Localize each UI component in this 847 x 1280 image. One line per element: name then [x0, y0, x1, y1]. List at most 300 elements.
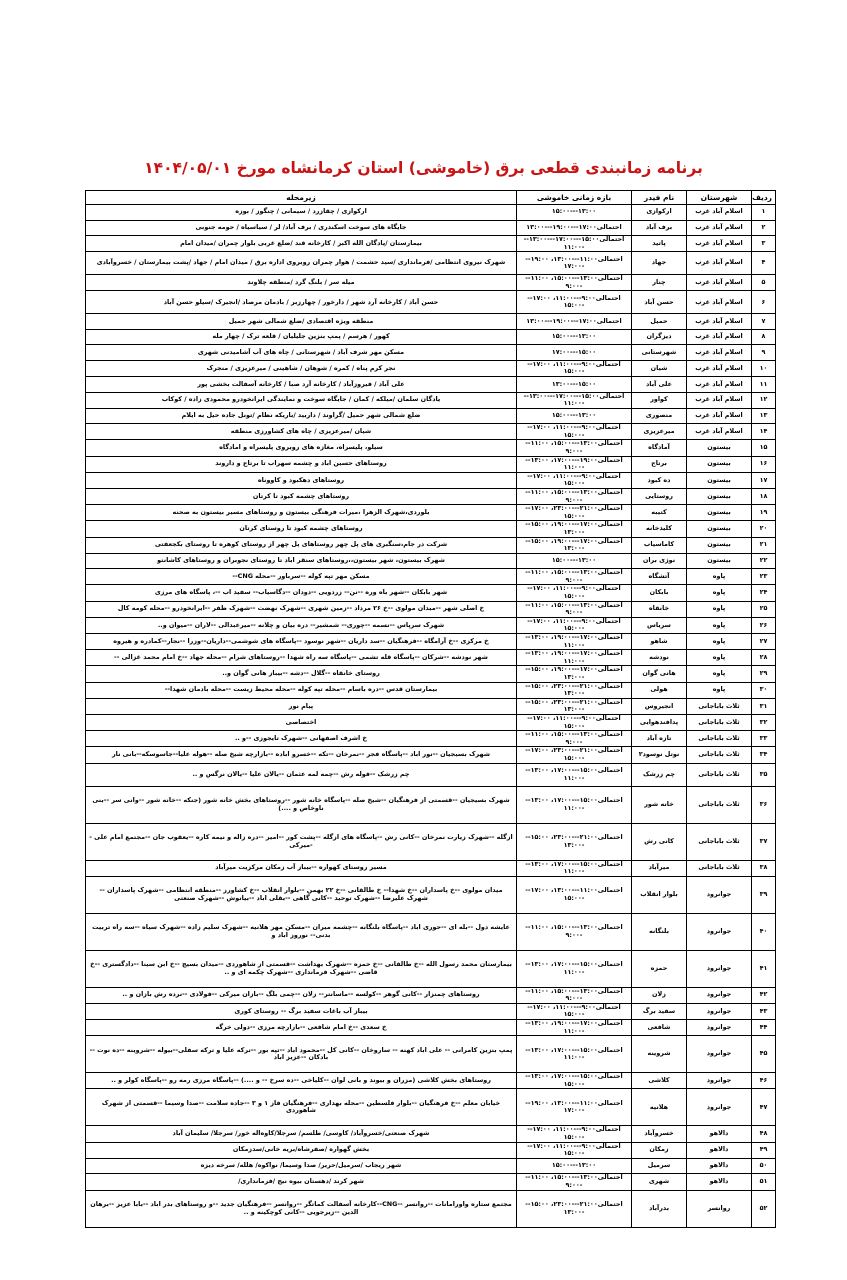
row-number-cell: ۴۴: [752, 1020, 776, 1036]
area-cell: عایشه دول --بله ای --حوری اباد --پاسگاه بلنگانه --چشمه میران --مسکن مهر هلانیه --شهرک سلیم زاده --شهرک سیاه --سه راه تربیت بدنی-- نوروز اباد و: [86, 913, 517, 950]
city-cell: پاوه: [687, 650, 752, 666]
feeder-cell: چم زرشک: [632, 763, 687, 786]
feeder-cell: میرآباد: [632, 860, 687, 876]
city-cell: اسلام آباد غرب: [687, 236, 752, 252]
time-window-cell: احتمالی۲۱:۰۰---۲۳:۰۰، ۱۷:۰۰---۱۵:۰۰: [517, 505, 632, 521]
city-cell: پاوه: [687, 585, 752, 601]
feeder-cell: منصوری: [632, 408, 687, 424]
feeder-cell: کانی رش: [632, 823, 687, 860]
row-number-cell: ۱: [752, 205, 776, 221]
feeder-cell: میرعزیزی: [632, 424, 687, 440]
area-cell: شهرک بسیجیان --قسمتی از فرهنگیان --شیخ صله --پاسگاه خانه شور --روستاهای بخش خانه شور (جنکه --خانه شور --وانی سر --بنی ناوخاص و ....): [86, 786, 517, 823]
feeder-cell: نودشه: [632, 650, 687, 666]
city-cell: پاوه: [687, 682, 752, 698]
area-cell: بیباز آب باغات سفید برگ -- روستای کوری: [86, 1003, 517, 1019]
table-row: [86, 360, 776, 376]
feeder-cell: هولی: [632, 682, 687, 698]
city-cell: روانسر: [687, 1190, 752, 1227]
header-area: زیرمحله: [86, 191, 517, 205]
city-cell: دالاهو: [687, 1126, 752, 1142]
area-cell: بلوردی،شهرک الزهرا ،میرات فرهنگی بیستون و روستاهای مسیر بیستون به صحنه: [86, 505, 517, 521]
feeder-cell: کتیبه: [632, 505, 687, 521]
table-row: [86, 950, 776, 987]
row-number-cell: ۲۵: [752, 601, 776, 617]
feeder-cell: سفید برگ: [632, 1003, 687, 1019]
table-row: [86, 682, 776, 698]
row-number-cell: ۳۴: [752, 747, 776, 763]
area-cell: شهرک نیروی انتظامی /فرمانداری /سید حشمت / هوار چمران روبروی اداره برق / میدان امام / جهاد /پشت بیمارستان / خسروآبادی: [86, 252, 517, 275]
area-cell: روستاهای چشمه کبود تا کرتان: [86, 489, 517, 505]
table-row: [86, 1073, 776, 1089]
time-window-cell: احتمالی۹:۰۰---۱۱:۰۰، ۱۷:۰۰---۱۵:۰۰: [517, 472, 632, 488]
area-cell: کهور / هرسم / پمپ بنزین جلیلیان / قلعه ترک / چهار مله: [86, 329, 517, 345]
row-number-cell: ۲۰: [752, 521, 776, 537]
area-cell: شهر نودشه --شرکان --پاسگاه قله تشمی --پاسگاه سه راه شهدا --روستاهای شرام --محله جهاد --خ امام محمد غزالی --: [86, 650, 517, 666]
time-window-cell: ۱۷:۰۰---۱۵:۰۰: [517, 345, 632, 361]
table-row: [86, 275, 776, 291]
feeder-cell: کواور: [632, 392, 687, 408]
table-row: [86, 345, 776, 361]
area-cell: سیلو، پلیسراه، مغازه های روبروی پلیسراه و امادگاه: [86, 440, 517, 456]
time-window-cell: احتمالی۱۳:۰۰---۱۵:۰۰، ۱۱:۰۰---۹:۰۰: [517, 1174, 632, 1190]
feeder-cell: بدرآباد: [632, 1190, 687, 1227]
table-row: [86, 392, 776, 408]
city-cell: جوانرود: [687, 987, 752, 1003]
row-number-cell: ۱۹: [752, 505, 776, 521]
row-number-cell: ۳۵: [752, 763, 776, 786]
table-row: [86, 377, 776, 393]
time-window-cell: ۱۵:۰۰---۱۳:۰۰: [517, 408, 632, 424]
table-row: [86, 472, 776, 488]
row-number-cell: ۱۷: [752, 472, 776, 488]
area-cell: مجتمع ستاره واورامانات --روانسر --CNG--کارخانه آسفالت کماتگر --روانسر --فرهنگیان جدید --و روستاهای بدر اباد --بابا عزیز --برهان الدین --زیرجویی --کانی کوچکینه و ..: [86, 1190, 517, 1227]
area-cell: خ مرکزی --خ آرامگاه --فرهنگیان --سد داریان --شهر نوسود --پاسگاه های شوشمی--داریان--وزرا --نجار--کمادره و هیروه: [86, 634, 517, 650]
time-window-cell: احتمالی۹:۰۰---۱۱:۰۰، ۱۷:۰۰---۱۵:۰۰: [517, 360, 632, 376]
header-row-number: ردیف: [752, 191, 776, 205]
row-number-cell: ۳۹: [752, 876, 776, 913]
row-number-cell: ۲۱: [752, 537, 776, 553]
document-title: برنامه زمانبندی قطعی برق (خاموشی) استان کرمانشاه مورخ ۱۴۰۴/۰۵/۰۱: [144, 159, 703, 177]
time-window-cell: احتمالی۹:۰۰---۱۱:۰۰، ۱۷:۰۰---۱۵:۰۰: [517, 617, 632, 633]
city-cell: اسلام آباد غرب: [687, 329, 752, 345]
row-number-cell: ۲۴: [752, 585, 776, 601]
row-number-cell: ۱۴: [752, 424, 776, 440]
area-cell: شرکت در جام،سنگبری های پل چهر روستاهای پل چهر از روستای کوهره تا روستای بکجعفتی: [86, 537, 517, 553]
city-cell: اسلام آباد غرب: [687, 275, 752, 291]
area-cell: ازگله --شهرک زیارت نمرخان --کانی رش --پاسگاه های ازگله --پشت کور --امیر --دره زاله و نیمه کاره --یعقوب جان --مجتمع امام علی --میرکی: [86, 823, 517, 860]
table-row: [86, 698, 776, 714]
time-window-cell: احتمالی۱۷:۰۰---۱۹:۰۰، ۱۳:۰۰---۱۱:۰۰: [517, 1020, 632, 1036]
city-cell: اسلام آباد غرب: [687, 377, 752, 393]
time-window-cell: احتمالی۱۳:۰۰---۱۵:۰۰، ۱۱:۰۰---۹:۰۰: [517, 440, 632, 456]
area-cell: شهر بابکان --شهر باه وره --نن-- زردویی --دودان --دگاسیاب-- سفید اب --، پاسگاه های مرزی: [86, 585, 517, 601]
feeder-cell: آتشگاه: [632, 569, 687, 585]
city-cell: ثلاث باباجانی: [687, 714, 752, 730]
area-cell: مسکن مهر شرف آباد / شهرستانی / چاه های آب آشامیدنی شهری: [86, 345, 517, 361]
row-number-cell: ۳۲: [752, 714, 776, 730]
area-cell: ضلع شمالی شهر حمیل /گراوند / داربید /باریکه نظام /تونل جاده حیل به ایلام: [86, 408, 517, 424]
row-number-cell: ۴۷: [752, 1089, 776, 1126]
feeder-cell: برتاج: [632, 456, 687, 472]
area-cell: روستاهای دهکبود و کاووناه: [86, 472, 517, 488]
time-window-cell: احتمالی۱۳:۰۰---۱۵:۰۰، ۱۱:۰۰---۹:۰۰: [517, 275, 632, 291]
table-row: [86, 1174, 776, 1190]
table-row: [86, 987, 776, 1003]
table-row: [86, 489, 776, 505]
table-row: [86, 424, 776, 440]
row-number-cell: ۲۸: [752, 650, 776, 666]
area-cell: خ اصلی شهر --میدان مولوی --خ ۲۶ مرداد --زمین شهری --شهرک نهضت --شهرک ظفر --ایرانخودرو --محله کومه کال: [86, 601, 517, 617]
time-window-cell: احتمالی۲۱:۰۰---۲۳:۰۰، ۱۵:۰۰---۱۳:۰۰: [517, 698, 632, 714]
row-number-cell: ۴۵: [752, 1036, 776, 1073]
time-window-cell: احتمالی۱۷:۰۰---۱۹:۰۰---۱۳:۰۰: [517, 220, 632, 236]
time-window-cell: احتمالی۱۵:۰۰---۱۷:۰۰، ۱۳:۰۰---۱۱:۰۰: [517, 950, 632, 987]
table-row: [86, 1190, 776, 1227]
table-row: [86, 521, 776, 537]
feeder-cell: انجیروس: [632, 698, 687, 714]
area-cell: خ اشرف اصفهانی --شهرک تایجوزی --و ..: [86, 731, 517, 747]
row-number-cell: ۴: [752, 252, 776, 275]
time-window-cell: احتمالی۱۳:۰۰---۱۵:۰۰، ۱۱:۰۰---۹:۰۰: [517, 489, 632, 505]
city-cell: اسلام آباد غرب: [687, 360, 752, 376]
time-window-cell: احتمالی۱۷:۰۰---۱۹:۰۰، ۱۵:۰۰---۱۳:۰۰: [517, 537, 632, 553]
feeder-cell: تازه آباد: [632, 731, 687, 747]
time-window-cell: احتمالی۲۱:۰۰---۲۳:۰۰، ۱۵:۰۰---۱۳:۰۰: [517, 682, 632, 698]
city-cell: ثلاث باباجانی: [687, 747, 752, 763]
table-row: [86, 252, 776, 275]
area-cell: منطقه ویژه اقتصادی /ضلع شمالی شهر حمیل: [86, 314, 517, 330]
feeder-cell: کلیدخانه: [632, 521, 687, 537]
header-time-window: بازه زمانی خاموشی: [517, 191, 632, 205]
city-cell: پاوه: [687, 601, 752, 617]
area-cell: شهرک صنعتی/خسروآباد/ کاوسی/ طلسم/ سرجلا/کاوه‌اله خور/ سرجلا/ سلیمان آباد: [86, 1126, 517, 1142]
city-cell: بیستون: [687, 537, 752, 553]
feeder-cell: خسروآباد: [632, 1126, 687, 1142]
row-number-cell: ۴۹: [752, 1142, 776, 1158]
row-number-cell: ۷: [752, 314, 776, 330]
area-cell: جایگاه های سوخت اسکندری / برف آباد/ لر / سیاسیاه / حومه جنوبی: [86, 220, 517, 236]
row-number-cell: ۵: [752, 275, 776, 291]
city-cell: جوانرود: [687, 1036, 752, 1073]
table-row: [86, 1126, 776, 1142]
time-window-cell: احتمالی۱۳:۰۰---۱۵:۰۰، ۱۱:۰۰---۹:۰۰: [517, 601, 632, 617]
area-cell: بیمارستان /پادگان الله اکبر / کارخانه قند /ضلع غربی بلوار چمران /میدان امام: [86, 236, 517, 252]
row-number-cell: ۱۱: [752, 377, 776, 393]
feeder-cell: زلان: [632, 987, 687, 1003]
time-window-cell: احتمالی۱۷:۰۰---۱۹:۰۰، ۱۵:۰۰---۱۳:۰۰: [517, 521, 632, 537]
city-cell: اسلام آباد غرب: [687, 424, 752, 440]
feeder-cell: هلانیه: [632, 1089, 687, 1126]
feeder-cell: بلوار انقلاب: [632, 876, 687, 913]
area-cell: ارکوازی / چقازرد / سیمانی / چنگوز / بوزه: [86, 205, 517, 221]
area-cell: پمپ بنزین کامرانی -- علی اباد کهنه -- ساروخان --کانی کل --محمود اباد --تپه بور --ترکه علیا و ترکه سفلی--بیوله --شروینه --ده نوت --بادکان --عزیز اباد: [86, 1036, 517, 1073]
table-body: [86, 205, 776, 1228]
feeder-cell: کاماسیاب: [632, 537, 687, 553]
city-cell: بیستون: [687, 521, 752, 537]
feeder-cell: برف آباد: [632, 220, 687, 236]
time-window-cell: احتمالی۱۳:۰۰---۱۵:۰۰، ۱۱:۰۰---۹:۰۰: [517, 987, 632, 1003]
city-cell: دالاهو: [687, 1174, 752, 1190]
feeder-cell: حمزه: [632, 950, 687, 987]
table-row: [86, 1036, 776, 1073]
city-cell: اسلام آباد غرب: [687, 291, 752, 314]
time-window-cell: احتمالی۹:۰۰---۱۱:۰۰، ۱۷:۰۰---۱۵:۰۰: [517, 714, 632, 730]
area-cell: شیان /میرعزیزی / چاه های کشاورزی منطقه: [86, 424, 517, 440]
row-number-cell: ۱۰: [752, 360, 776, 376]
feeder-cell: چنار: [632, 275, 687, 291]
row-number-cell: ۴۳: [752, 1003, 776, 1019]
header-city: شهرستان: [687, 191, 752, 205]
time-window-cell: احتمالی۲۱:۰۰---۲۳:۰۰، ۱۷:۰۰---۱۵:۰۰: [517, 747, 632, 763]
time-window-cell: احتمالی۱۵:۰۰---۱۷:۰۰، ۱۳:۰۰---۱۱:۰۰: [517, 860, 632, 876]
row-number-cell: ۳۱: [752, 698, 776, 714]
table-row: [86, 537, 776, 553]
area-cell: خ سعدی --خ امام شافعی --بازارچه مرزی --دولی خرگه: [86, 1020, 517, 1036]
row-number-cell: ۳۸: [752, 860, 776, 876]
row-number-cell: ۲۶: [752, 617, 776, 633]
time-window-cell: احتمالی۱۱:۰۰---۱۳:۰۰، ۱۹:۰۰---۱۷:۰۰: [517, 1089, 632, 1126]
row-number-cell: ۵۲: [752, 1190, 776, 1227]
table-row: [86, 440, 776, 456]
row-number-cell: ۲۷: [752, 634, 776, 650]
time-window-cell: ۱۵:۰۰---۱۳:۰۰: [517, 329, 632, 345]
city-cell: بیستون: [687, 456, 752, 472]
row-number-cell: ۴۲: [752, 987, 776, 1003]
table-row: [86, 617, 776, 633]
city-cell: ثلاث باباجانی: [687, 731, 752, 747]
table-row: [86, 666, 776, 682]
table-row: [86, 569, 776, 585]
row-number-cell: ۶: [752, 291, 776, 314]
city-cell: جوانرود: [687, 913, 752, 950]
table-row: [86, 1020, 776, 1036]
area-cell: مسیر روستای کهواره --بیباز آب زمکان مرکزیت میرآباد: [86, 860, 517, 876]
city-cell: جوانرود: [687, 1073, 752, 1089]
area-cell: روستای خانقاه --گلال --دشه --بیباز هانی گوان و..: [86, 666, 517, 682]
table-row: [86, 314, 776, 330]
time-window-cell: احتمالی۲۱:۰۰---۲۳:۰۰، ۱۵:۰۰---۱۳:۰۰: [517, 823, 632, 860]
city-cell: جوانرود: [687, 876, 752, 913]
time-window-cell: احتمالی۲۱:۰۰---۲۳:۰۰، ۱۵:۰۰---۱۳:۰۰: [517, 1190, 632, 1227]
time-window-cell: احتمالی۱۵:۰۰---۱۷:۰۰---۱۳:۰۰---۱۱:۰۰: [517, 392, 632, 408]
city-cell: بیستون: [687, 440, 752, 456]
time-window-cell: احتمالی۱۵:۰۰---۱۷:۰۰، ۱۳:۰۰---۱۵:۰۰: [517, 1073, 632, 1089]
area-cell: بخش گهواره /صفرشاه/بریه خانی/سدزمکان: [86, 1142, 517, 1158]
feeder-cell: نوژی بران: [632, 553, 687, 569]
table-row: [86, 456, 776, 472]
time-window-cell: ۱۵:۰۰---۱۳:۰۰: [517, 205, 632, 221]
city-cell: اسلام آباد غرب: [687, 220, 752, 236]
feeder-cell: ارکوازی: [632, 205, 687, 221]
feeder-cell: بابکان: [632, 585, 687, 601]
time-window-cell: ۱۳:۰۰---۱۵:۰۰: [517, 377, 632, 393]
feeder-cell: زمکان: [632, 1142, 687, 1158]
area-cell: مسکن مهر تپه کوله --سرباور --محله CNG--: [86, 569, 517, 585]
area-cell: بیمارستان قدس --دره باسام --محله تپه کوله --محله محیط زیست --محله بادمان شهدا--: [86, 682, 517, 698]
time-window-cell: احتمالی۱۵:۰۰---۱۷:۰۰، ۱۳:۰۰---۱۱:۰۰: [517, 786, 632, 823]
city-cell: جوانرود: [687, 1089, 752, 1126]
area-cell: یادگان سلمان /میلکه / کمان / جایگاه سوخت و نمایندگی ایرانخودرو محمودی زاده / کوکاب: [86, 392, 517, 408]
table-row: [86, 205, 776, 221]
area-cell: نجر کرم پناه / کمره / شوهان / شاهینی / میرعزیزی / منجرک: [86, 360, 517, 376]
time-window-cell: احتمالی۱۵:۰۰---۱۷:۰۰، ۱۳:۰۰---۱۱:۰۰: [517, 763, 632, 786]
table-row: [86, 1003, 776, 1019]
city-cell: اسلام آباد غرب: [687, 345, 752, 361]
area-cell: میله سر / بلنگ گرد /منطقه چلاوند: [86, 275, 517, 291]
area-cell: چم زرشک --فوله رش --چمه لمه عثمان --یالان علیا --یالان نرگس و ..: [86, 763, 517, 786]
table-row: [86, 763, 776, 786]
feeder-cell: بلنگانه: [632, 913, 687, 950]
area-cell: شهرک بسیجیان --نور اباد --پاسگاه فجر --نمرخان --تکه --خسرو اباده --بازارچه شیخ صله --هوله علیا--جاسوسکه--بانی نار: [86, 747, 517, 763]
table-row: [86, 220, 776, 236]
feeder-cell: علی آباد: [632, 377, 687, 393]
row-number-cell: ۳۷: [752, 823, 776, 860]
table-row: [86, 731, 776, 747]
feeder-cell: شهری: [632, 1174, 687, 1190]
time-window-cell: احتمالی۹:۰۰---۱۱:۰۰، ۱۷:۰۰---۱۵:۰۰: [517, 1003, 632, 1019]
feeder-cell: شیان: [632, 360, 687, 376]
time-window-cell: احتمالی۱۷:۰۰---۱۹:۰۰، ۱۳:۰۰---۱۱:۰۰: [517, 650, 632, 666]
time-window-cell: احتمالی۹:۰۰---۱۱:۰۰، ۱۷:۰۰---۱۵:۰۰: [517, 1142, 632, 1158]
city-cell: پاوه: [687, 634, 752, 650]
feeder-cell: حسن آباد: [632, 291, 687, 314]
feeder-cell: پدافندهوایی: [632, 714, 687, 730]
area-cell: اختصاصی: [86, 714, 517, 730]
city-cell: ثلاث باباجانی: [687, 698, 752, 714]
feeder-cell: هانی گوان: [632, 666, 687, 682]
header-feeder: نام فیدر: [632, 191, 687, 205]
row-number-cell: ۴۰: [752, 913, 776, 950]
area-cell: شهرک سرپاس --نسمه --چوری-- شمشیر-- دره بیان و چلانه --میرعبدالی --لاران --میوان و..: [86, 617, 517, 633]
city-cell: ثلاث باباجانی: [687, 860, 752, 876]
area-cell: پیام نور: [86, 698, 517, 714]
time-window-cell: احتمالی۱۵:۰۰---۱۷:۰۰---۱۳:۰۰---۱۱:۰۰: [517, 236, 632, 252]
feeder-cell: شافعی: [632, 1020, 687, 1036]
time-window-cell: احتمالی۱۷:۰۰---۱۹:۰۰، ۱۳:۰۰---۱۱:۰۰: [517, 634, 632, 650]
feeder-cell: نوتل نوسود۲: [632, 747, 687, 763]
row-number-cell: ۴۶: [752, 1073, 776, 1089]
table-row: [86, 505, 776, 521]
time-window-cell: احتمالی۱۱:۰۰---۱۳:۰۰، ۱۷:۰۰---۱۵:۰۰: [517, 876, 632, 913]
table-row: [86, 291, 776, 314]
row-number-cell: ۴۱: [752, 950, 776, 987]
table-header-row: [86, 191, 776, 205]
city-cell: اسلام آباد غرب: [687, 314, 752, 330]
row-number-cell: ۸: [752, 329, 776, 345]
city-cell: اسلام آباد غرب: [687, 392, 752, 408]
time-window-cell: احتمالی۱۱:۰۰---۱۳:۰۰، ۱۹:۰۰---۱۷:۰۰: [517, 252, 632, 275]
row-number-cell: ۲۲: [752, 553, 776, 569]
city-cell: دالاهو: [687, 1158, 752, 1174]
city-cell: جوانرود: [687, 950, 752, 987]
area-cell: شهر ریجاب /سرمیل/حریر/ صدا وسیما/ نواکوه/ هلله/ سرخه دیزه: [86, 1158, 517, 1174]
table-row: [86, 747, 776, 763]
time-window-cell: احتمالی۹:۰۰---۱۱:۰۰، ۱۷:۰۰---۱۵:۰۰: [517, 585, 632, 601]
feeder-cell: آمادگاه: [632, 440, 687, 456]
time-window-cell: احتمالی۱۳:۰۰---۱۵:۰۰، ۱۱:۰۰---۹:۰۰: [517, 913, 632, 950]
row-number-cell: ۱۲: [752, 392, 776, 408]
area-cell: خیابان معلم --خ فرهنگیان --بلوار فلسطین --محله بهداری --فرهنگیان فاز ۱ و ۳ --جاده سلامت --صدا وسیما --قسمتی از شهرک شاهوردی: [86, 1089, 517, 1126]
table-row: [86, 601, 776, 617]
feeder-cell: پاتید: [632, 236, 687, 252]
table-row: [86, 408, 776, 424]
area-cell: روستاهای چمنزار --کانی گوهر --کولسه --ماسانتر-- زلان --چمی بلگ --بازان میرکی --فولادی --نرده رش بازان و ..: [86, 987, 517, 1003]
row-number-cell: ۴۸: [752, 1126, 776, 1142]
time-window-cell: احتمالی۹:۰۰---۱۱:۰۰، ۱۷:۰۰---۱۵:۰۰: [517, 291, 632, 314]
city-cell: پاوه: [687, 617, 752, 633]
row-number-cell: ۱۶: [752, 456, 776, 472]
area-cell: روستاهای حسین اباد و چشمه سهراب تا برتاج و داروند: [86, 456, 517, 472]
city-cell: جوانرود: [687, 1003, 752, 1019]
table-row: [86, 1142, 776, 1158]
row-number-cell: ۲۹: [752, 666, 776, 682]
outage-schedule-table: [85, 190, 776, 1228]
row-number-cell: ۳۶: [752, 786, 776, 823]
row-number-cell: ۲: [752, 220, 776, 236]
feeder-cell: خانه شور: [632, 786, 687, 823]
time-window-cell: ۱۵:۰۰---۱۳:۰۰: [517, 553, 632, 569]
table-row: [86, 553, 776, 569]
feeder-cell: دیزگران: [632, 329, 687, 345]
city-cell: ثلاث باباجانی: [687, 763, 752, 786]
feeder-cell: شاهو: [632, 634, 687, 650]
city-cell: دالاهو: [687, 1142, 752, 1158]
table-row: [86, 329, 776, 345]
table-row: [86, 650, 776, 666]
row-number-cell: ۳۳: [752, 731, 776, 747]
table-row: [86, 634, 776, 650]
area-cell: حسن آباد / کارخانه آرد شهر / دارخور / چهارزبر / بادمان مرصاد /انجیرک /سیلو حسن آباد: [86, 291, 517, 314]
row-number-cell: ۵۱: [752, 1174, 776, 1190]
row-number-cell: ۱۸: [752, 489, 776, 505]
time-window-cell: احتمالی۹:۰۰---۱۱:۰۰، ۱۷:۰۰---۱۵:۰۰: [517, 424, 632, 440]
row-number-cell: ۱۵: [752, 440, 776, 456]
table-row: [86, 236, 776, 252]
feeder-cell: سرمیل: [632, 1158, 687, 1174]
row-number-cell: ۲۳: [752, 569, 776, 585]
row-number-cell: ۳۰: [752, 682, 776, 698]
city-cell: پاوه: [687, 666, 752, 682]
table-row: [86, 860, 776, 876]
feeder-cell: خانقاه: [632, 601, 687, 617]
feeder-cell: حمیل: [632, 314, 687, 330]
row-number-cell: ۹: [752, 345, 776, 361]
city-cell: پاوه: [687, 569, 752, 585]
time-window-cell: احتمالی۱۳:۰۰---۱۵:۰۰، ۱۱:۰۰---۹:۰۰: [517, 731, 632, 747]
feeder-cell: روستایی: [632, 489, 687, 505]
table-row: [86, 1158, 776, 1174]
city-cell: جوانرود: [687, 1020, 752, 1036]
table-row: [86, 823, 776, 860]
area-cell: میدان مولوی --خ پاسداران --خ شهدا-- خ طالقانی --خ ۲۲ بهمن --بلوار انقلاب --خ کشاورز --منطقه انتظامی --شهرک پاسداران -- شهرک علیرضا --شهرک توحید --کانی گاهی --بقلی اباد --بیانوش --شهرک صنعتی: [86, 876, 517, 913]
area-cell: شهر کرند /دهستان بیوه نیج /فرمانداری/: [86, 1174, 517, 1190]
area-cell: شهرک بیستون، شهر بیستون،،روستاهای سنقر اباد تا روستای نجوبران و روستاهای کاشانتو: [86, 553, 517, 569]
table-row: [86, 585, 776, 601]
time-window-cell: احتمالی۱۷:۰۰---۱۹:۰۰، ۱۵:۰۰---۱۳:۰۰: [517, 666, 632, 682]
row-number-cell: ۵۰: [752, 1158, 776, 1174]
feeder-cell: جهاد: [632, 252, 687, 275]
row-number-cell: ۳: [752, 236, 776, 252]
table-row: [86, 714, 776, 730]
row-number-cell: ۱۳: [752, 408, 776, 424]
area-cell: بیمارستان محمد رسول الله --خ طالقانی --خ حمزه --شهرک بهداشت --قسمتی از شاهوردی --میدان بسیج --خ ابن سینا --دادگستری --خ قاضی --شهرک فرمانداری --شهرک چکمه ای و ..: [86, 950, 517, 987]
feeder-cell: شهرستانی: [632, 345, 687, 361]
time-window-cell: احتمالی۱۹:۰۰---۱۷:۰۰، ۱۳:۰۰---۱۱:۰۰: [517, 456, 632, 472]
table-row: [86, 913, 776, 950]
city-cell: بیستون: [687, 472, 752, 488]
time-window-cell: ۱۵:۰۰---۱۳:۰۰: [517, 1158, 632, 1174]
city-cell: اسلام آباد غرب: [687, 205, 752, 221]
